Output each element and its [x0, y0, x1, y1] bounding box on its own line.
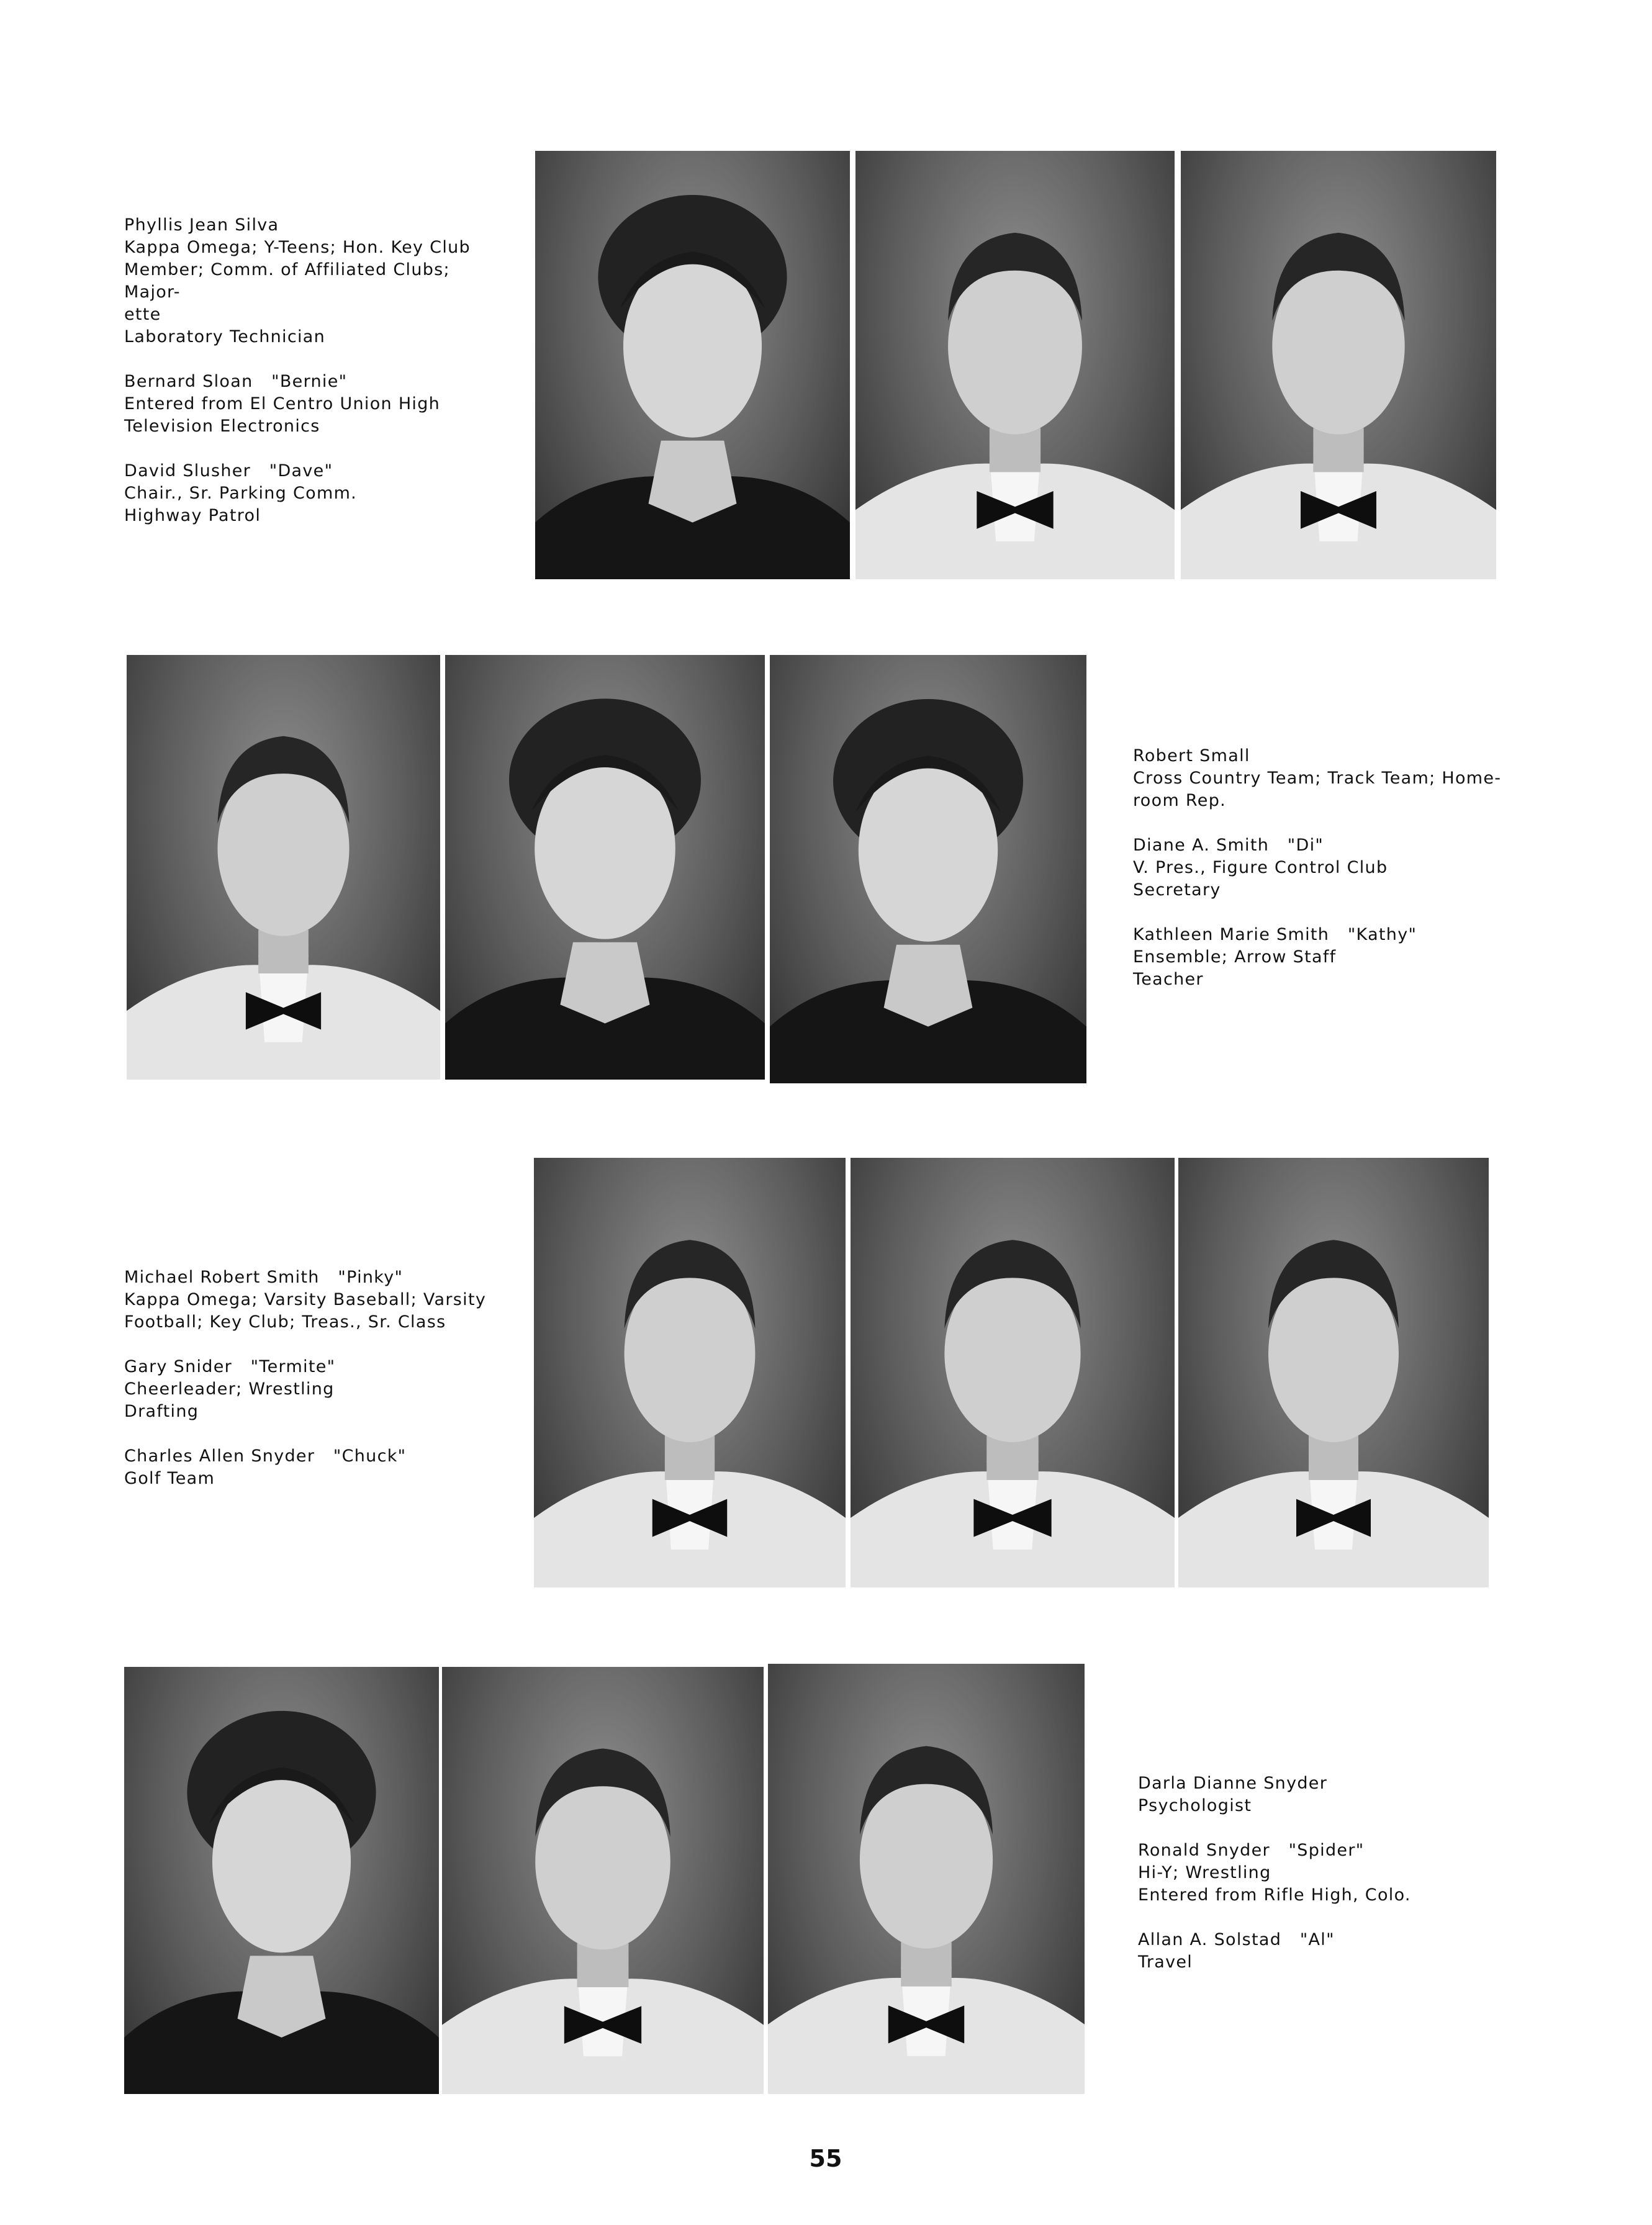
student-entry	[124, 1445, 497, 1490]
student-detail-line: room Rep.	[1133, 791, 1227, 810]
student-detail-line: Entered from El Centro Union High	[124, 394, 441, 413]
student-detail-line: Cheerleader; Wrestling	[124, 1379, 335, 1399]
student-detail-line: Teacher	[1133, 970, 1204, 989]
student-detail-line: Highway Patrol	[124, 506, 261, 525]
portrait-photo	[442, 1667, 764, 2094]
portrait-photo	[1181, 151, 1496, 579]
student-detail-line: Secretary	[1133, 880, 1221, 900]
student-name: Diane A. Smith "Di"	[1133, 836, 1324, 855]
student-detail-line: Psychologist	[1138, 1796, 1252, 1815]
student-detail-line: Football; Key Club; Treas., Sr. Class	[124, 1312, 446, 1332]
student-entry	[1133, 745, 1518, 812]
student-name: Phyllis Jean Silva	[124, 215, 279, 235]
male-portrait-icon	[534, 1158, 846, 1587]
student-entry	[1138, 1839, 1523, 1907]
student-name: Gary Snider "Termite"	[124, 1357, 336, 1376]
student-name: Ronald Snyder "Spider"	[1138, 1841, 1365, 1860]
student-name: Bernard Sloan "Bernie"	[124, 372, 348, 391]
male-portrait-icon	[1181, 151, 1496, 579]
student-entry	[1138, 1772, 1523, 1817]
student-detail-line: Ensemble; Arrow Staff	[1133, 947, 1337, 967]
student-detail-line: ette	[124, 305, 161, 324]
student-name: Charles Allen Snyder "Chuck"	[124, 1446, 407, 1466]
student-detail-line: Member; Comm. of Affiliated Clubs; Major-	[124, 260, 456, 302]
portrait-photo	[1178, 1158, 1489, 1587]
student-detail-line: Drafting	[124, 1402, 199, 1421]
student-name: Michael Robert Smith "Pinky"	[124, 1268, 404, 1287]
female-portrait-icon	[445, 655, 765, 1080]
student-detail-line: Hi-Y; Wrestling	[1138, 1863, 1271, 1882]
student-detail-line: Entered from Rifle High, Colo.	[1138, 1885, 1411, 1905]
student-name: Robert Small	[1133, 746, 1250, 765]
portrait-photo	[534, 1158, 846, 1587]
student-detail-line: Kappa Omega; Varsity Baseball; Varsity	[124, 1290, 487, 1309]
male-portrait-icon	[851, 1158, 1175, 1587]
portrait-photo	[851, 1158, 1175, 1587]
portrait-photo	[124, 1667, 439, 2094]
male-portrait-icon	[768, 1664, 1085, 2094]
caption-block-2	[1133, 745, 1518, 1013]
student-name: Allan A. Solstad "Al"	[1138, 1930, 1335, 1949]
student-detail-line: Golf Team	[124, 1469, 215, 1488]
student-name: Kathleen Marie Smith "Kathy"	[1133, 925, 1417, 944]
female-portrait-icon	[124, 1667, 439, 2094]
student-entry	[124, 460, 497, 527]
student-detail-line: Cross Country Team; Track Team; Home-	[1133, 769, 1502, 788]
student-entry	[1138, 1929, 1523, 1974]
student-entry	[124, 1266, 497, 1334]
student-detail-line: Laboratory Technician	[124, 327, 326, 346]
student-entry	[1133, 834, 1518, 901]
student-detail-line: Travel	[1138, 1952, 1193, 1972]
student-entry	[1133, 924, 1518, 991]
caption-block-4	[1138, 1772, 1523, 1996]
caption-block-1	[124, 214, 497, 549]
student-entry	[124, 214, 497, 348]
male-portrait-icon	[1178, 1158, 1489, 1587]
female-portrait-icon	[770, 655, 1086, 1083]
male-portrait-icon	[442, 1667, 764, 2094]
page-number: 55	[809, 2145, 842, 2172]
student-detail-line: Kappa Omega; Y-Teens; Hon. Key Club	[124, 238, 471, 257]
portrait-photo	[535, 151, 850, 579]
portrait-photo	[127, 655, 440, 1080]
student-detail-line: Chair., Sr. Parking Comm.	[124, 484, 358, 503]
student-entry	[124, 1356, 497, 1423]
student-name: David Slusher "Dave"	[124, 461, 333, 481]
caption-block-3	[124, 1266, 497, 1512]
student-detail-line: V. Pres., Figure Control Club	[1133, 858, 1388, 877]
student-entry	[124, 371, 497, 438]
portrait-photo	[855, 151, 1175, 579]
female-portrait-icon	[535, 151, 850, 579]
student-detail-line: Television Electronics	[124, 417, 320, 436]
male-portrait-icon	[127, 655, 440, 1080]
male-portrait-icon	[855, 151, 1175, 579]
portrait-photo	[768, 1664, 1085, 2094]
portrait-photo	[445, 655, 765, 1080]
student-name: Darla Dianne Snyder	[1138, 1774, 1328, 1793]
portrait-photo	[770, 655, 1086, 1083]
